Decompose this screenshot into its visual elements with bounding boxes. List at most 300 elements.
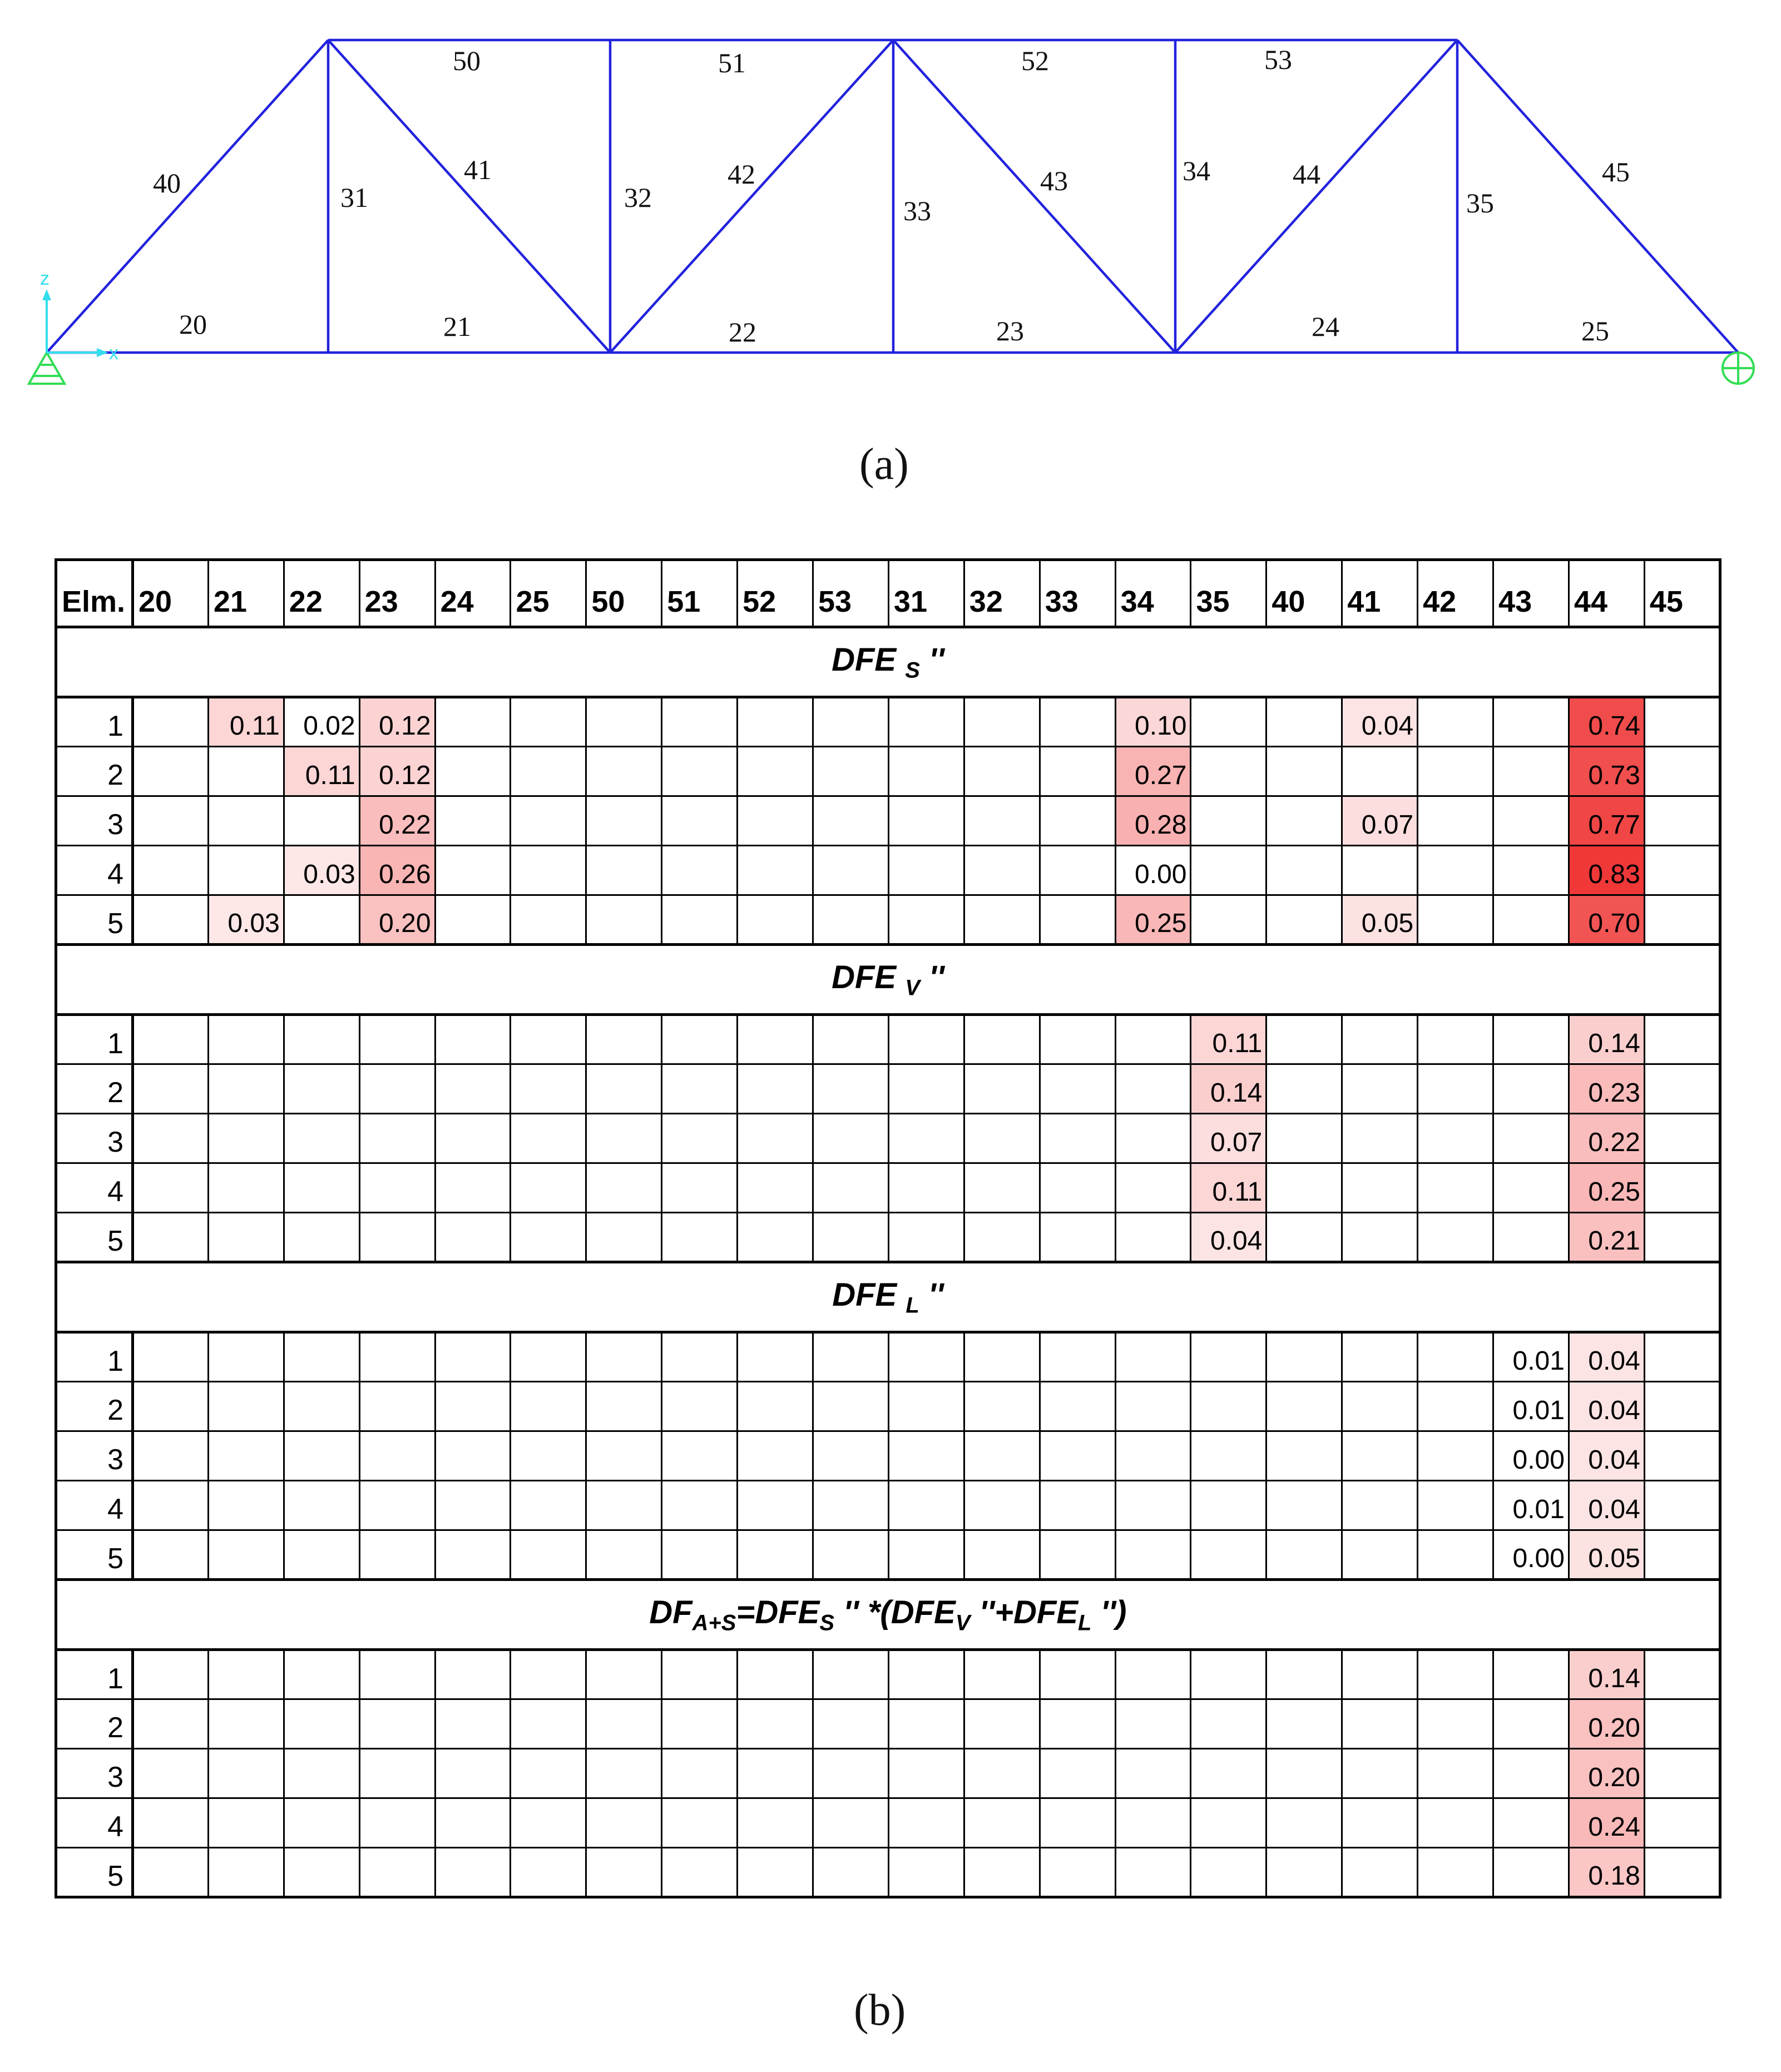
value-cell-35 (1191, 846, 1267, 895)
value-cell-21 (208, 1530, 284, 1580)
value-cell-20 (133, 1481, 209, 1530)
value-cell-32 (964, 1848, 1040, 1897)
value-cell-35 (1191, 1481, 1267, 1530)
value-cell-41 (1342, 1114, 1418, 1163)
label-51: 51 (718, 47, 746, 78)
label-32: 32 (624, 182, 652, 213)
value-cell-43 (1493, 796, 1569, 846)
value-cell-32 (964, 846, 1040, 895)
value-cell-42 (1418, 1114, 1493, 1163)
value-cell-41 (1342, 1481, 1418, 1530)
value-cell-51 (662, 747, 738, 796)
value-cell-21 (208, 796, 284, 846)
value-cell-23 (359, 1848, 435, 1897)
value-cell-22: 0.02 (284, 697, 359, 747)
row-label: 3 (56, 1114, 133, 1163)
formula-text: ''+DFE (970, 1594, 1079, 1630)
row-label: 5 (56, 1530, 133, 1580)
row-label: 4 (56, 1481, 133, 1530)
label-40: 40 (153, 167, 181, 199)
table-row (56, 1699, 1720, 1749)
value-cell-21 (208, 1481, 284, 1530)
value-cell-51 (662, 1015, 738, 1064)
value-cell-51 (662, 1530, 738, 1580)
table-row (56, 1481, 1720, 1530)
value-cell-43: 0.00 (1493, 1431, 1569, 1481)
member-40 (47, 40, 328, 353)
value-cell-40 (1267, 1848, 1342, 1897)
value-cell-22 (284, 1015, 359, 1064)
row-label: 2 (56, 1382, 133, 1431)
value-cell-35 (1191, 1530, 1267, 1580)
value-cell-31 (888, 1431, 964, 1481)
label-22: 22 (729, 316, 756, 348)
value-cell-35 (1191, 747, 1267, 796)
column-header-32: 32 (964, 560, 1040, 627)
value-cell-20 (133, 1431, 209, 1481)
pin-support-icon (29, 353, 65, 384)
value-cell-52 (738, 1332, 813, 1382)
section-title-text: DFE (832, 641, 897, 678)
value-cell-50 (586, 1699, 662, 1749)
label-35: 35 (1466, 187, 1494, 219)
value-cell-21 (208, 846, 284, 895)
value-cell-41 (1342, 846, 1418, 895)
value-cell-45 (1644, 1650, 1720, 1699)
column-header-44: 44 (1569, 560, 1644, 627)
value-cell-53 (813, 796, 889, 846)
value-cell-31 (888, 1213, 964, 1262)
value-cell-33 (1040, 1064, 1115, 1114)
label-53: 53 (1264, 44, 1292, 75)
column-header-41: 41 (1342, 560, 1418, 627)
value-cell-21: 0.11 (208, 697, 284, 747)
value-cell-44: 0.04 (1569, 1382, 1644, 1431)
value-cell-42 (1418, 1332, 1493, 1382)
value-cell-52 (738, 1382, 813, 1431)
value-cell-43: 0.01 (1493, 1382, 1569, 1431)
value-cell-22 (284, 1332, 359, 1382)
value-cell-41 (1342, 747, 1418, 796)
value-cell-25 (511, 895, 586, 945)
value-cell-32 (964, 747, 1040, 796)
value-cell-34: 0.27 (1115, 747, 1191, 796)
value-cell-25 (511, 796, 586, 846)
value-cell-32 (964, 1431, 1040, 1481)
value-cell-45 (1644, 697, 1720, 747)
value-cell-31 (888, 747, 964, 796)
value-cell-25 (511, 1114, 586, 1163)
value-cell-43 (1493, 846, 1569, 895)
value-cell-34 (1115, 1431, 1191, 1481)
value-cell-52 (738, 1848, 813, 1897)
value-cell-45 (1644, 1382, 1720, 1431)
value-cell-35 (1191, 1332, 1267, 1382)
value-cell-44: 0.74 (1569, 697, 1644, 747)
value-cell-44: 0.05 (1569, 1530, 1644, 1580)
value-cell-22 (284, 1114, 359, 1163)
value-cell-20 (133, 1213, 209, 1262)
table-row (56, 1163, 1720, 1213)
value-cell-33 (1040, 1431, 1115, 1481)
value-cell-23: 0.20 (359, 895, 435, 945)
section-title-subscript: S (905, 658, 920, 683)
value-cell-33 (1040, 1015, 1115, 1064)
value-cell-34 (1115, 1650, 1191, 1699)
value-cell-22 (284, 796, 359, 846)
column-header-31: 31 (888, 560, 964, 627)
value-cell-42 (1418, 895, 1493, 945)
value-cell-45 (1644, 1332, 1720, 1382)
value-cell-32 (964, 1650, 1040, 1699)
value-cell-43 (1493, 1114, 1569, 1163)
label-50: 50 (453, 45, 481, 76)
value-cell-53 (813, 1749, 889, 1798)
value-cell-42 (1418, 747, 1493, 796)
column-header-35: 35 (1191, 560, 1267, 627)
section-header-row (56, 945, 1720, 1015)
value-cell-25 (511, 1481, 586, 1530)
value-cell-35 (1191, 1798, 1267, 1848)
value-cell-23 (359, 1481, 435, 1530)
value-cell-43: 0.01 (1493, 1481, 1569, 1530)
formula-text: '' *(DFE (834, 1594, 956, 1630)
value-cell-45 (1644, 1530, 1720, 1580)
value-cell-41 (1342, 1015, 1418, 1064)
value-cell-25 (511, 1798, 586, 1848)
value-cell-45 (1644, 796, 1720, 846)
value-cell-42 (1418, 1431, 1493, 1481)
value-cell-21 (208, 1114, 284, 1163)
value-cell-40 (1267, 1798, 1342, 1848)
value-cell-20 (133, 1163, 209, 1213)
value-cell-45 (1644, 747, 1720, 796)
value-cell-53 (813, 1015, 889, 1064)
header-row (56, 560, 1720, 627)
value-cell-43 (1493, 1650, 1569, 1699)
row-label: 1 (56, 1332, 133, 1382)
value-cell-35: 0.07 (1191, 1114, 1267, 1163)
value-cell-24 (435, 747, 511, 796)
value-cell-53 (813, 1798, 889, 1848)
row-label: 5 (56, 1213, 133, 1262)
value-cell-31 (888, 796, 964, 846)
value-cell-53 (813, 697, 889, 747)
value-cell-33 (1040, 1699, 1115, 1749)
column-header-42: 42 (1418, 560, 1493, 627)
value-cell-44: 0.04 (1569, 1481, 1644, 1530)
value-cell-25 (511, 1213, 586, 1262)
label-43: 43 (1040, 165, 1068, 196)
value-cell-35 (1191, 895, 1267, 945)
value-cell-45 (1644, 1798, 1720, 1848)
value-cell-33 (1040, 1382, 1115, 1431)
value-cell-42 (1418, 1015, 1493, 1064)
label-23: 23 (996, 315, 1024, 346)
table-row (56, 796, 1720, 846)
value-cell-53 (813, 1848, 889, 1897)
value-cell-34: 0.10 (1115, 697, 1191, 747)
value-cell-22 (284, 1481, 359, 1530)
value-cell-31 (888, 1749, 964, 1798)
value-cell-35 (1191, 697, 1267, 747)
value-cell-44: 0.73 (1569, 747, 1644, 796)
value-cell-42 (1418, 1848, 1493, 1897)
value-cell-24 (435, 1332, 511, 1382)
value-cell-41: 0.04 (1342, 697, 1418, 747)
value-cell-32 (964, 1699, 1040, 1749)
row-label: 3 (56, 1749, 133, 1798)
value-cell-31 (888, 1332, 964, 1382)
value-cell-20 (133, 1015, 209, 1064)
row-label: 1 (56, 1650, 133, 1699)
section-title-subscript: L (906, 1293, 919, 1318)
column-header-21: 21 (208, 560, 284, 627)
column-header-53: 53 (813, 560, 889, 627)
value-cell-52 (738, 1530, 813, 1580)
value-cell-50 (586, 1064, 662, 1114)
table-row (56, 1015, 1720, 1064)
value-cell-43 (1493, 1213, 1569, 1262)
value-cell-40 (1267, 1163, 1342, 1213)
section-title-suffix: '' (919, 959, 944, 995)
value-cell-50 (586, 1530, 662, 1580)
table-row (56, 895, 1720, 945)
value-cell-25 (511, 697, 586, 747)
value-cell-33 (1040, 747, 1115, 796)
value-cell-41: 0.07 (1342, 796, 1418, 846)
axis-z-label: z (40, 268, 50, 289)
formula-subscript: L (1078, 1610, 1092, 1635)
value-cell-42 (1418, 1481, 1493, 1530)
value-cell-52 (738, 1163, 813, 1213)
value-cell-23 (359, 1699, 435, 1749)
value-cell-41 (1342, 1431, 1418, 1481)
value-cell-40 (1267, 1382, 1342, 1431)
column-header-23: 23 (359, 560, 435, 627)
value-cell-40 (1267, 1332, 1342, 1382)
table-row (56, 1650, 1720, 1699)
label-41: 41 (464, 154, 492, 185)
value-cell-33 (1040, 1481, 1115, 1530)
figure-a-caption: (a) (859, 440, 909, 489)
value-cell-41 (1342, 1064, 1418, 1114)
value-cell-32 (964, 1530, 1040, 1580)
value-cell-40 (1267, 1749, 1342, 1798)
value-cell-40 (1267, 1431, 1342, 1481)
value-cell-24 (435, 1650, 511, 1699)
label-21: 21 (443, 311, 471, 342)
value-cell-23 (359, 1163, 435, 1213)
value-cell-45 (1644, 846, 1720, 895)
column-header-34: 34 (1115, 560, 1191, 627)
value-cell-44: 0.20 (1569, 1749, 1644, 1798)
value-cell-42 (1418, 846, 1493, 895)
value-cell-53 (813, 1332, 889, 1382)
value-cell-43 (1493, 747, 1569, 796)
value-cell-20 (133, 1848, 209, 1897)
member-42 (610, 40, 893, 353)
value-cell-20 (133, 895, 209, 945)
value-cell-32 (964, 1332, 1040, 1382)
value-cell-42 (1418, 1798, 1493, 1848)
value-cell-32 (964, 1213, 1040, 1262)
value-cell-42 (1418, 1650, 1493, 1699)
value-cell-53 (813, 1064, 889, 1114)
value-cell-51 (662, 1064, 738, 1114)
value-cell-20 (133, 1749, 209, 1798)
table-row (56, 1382, 1720, 1431)
value-cell-25 (511, 1382, 586, 1431)
value-cell-43 (1493, 895, 1569, 945)
value-cell-35: 0.04 (1191, 1213, 1267, 1262)
value-cell-43 (1493, 1699, 1569, 1749)
column-header-24: 24 (435, 560, 511, 627)
value-cell-50 (586, 697, 662, 747)
value-cell-45 (1644, 1114, 1720, 1163)
table-row (56, 1064, 1720, 1114)
value-cell-20 (133, 1064, 209, 1114)
column-header-45: 45 (1644, 560, 1720, 627)
value-cell-52 (738, 796, 813, 846)
value-cell-53 (813, 895, 889, 945)
value-cell-34 (1115, 1163, 1191, 1213)
label-42: 42 (728, 158, 755, 190)
value-cell-51 (662, 1798, 738, 1848)
value-cell-20 (133, 747, 209, 796)
value-cell-40 (1267, 895, 1342, 945)
value-cell-33 (1040, 1848, 1115, 1897)
label-34: 34 (1183, 155, 1210, 186)
value-cell-52 (738, 747, 813, 796)
value-cell-20 (133, 846, 209, 895)
value-cell-35: 0.14 (1191, 1064, 1267, 1114)
value-cell-51 (662, 1431, 738, 1481)
value-cell-51 (662, 1213, 738, 1262)
row-label: 2 (56, 1699, 133, 1749)
value-cell-41 (1342, 1848, 1418, 1897)
value-cell-44: 0.24 (1569, 1798, 1644, 1848)
value-cell-32 (964, 1749, 1040, 1798)
value-cell-22 (284, 1749, 359, 1798)
value-cell-35 (1191, 1650, 1267, 1699)
value-cell-23: 0.12 (359, 697, 435, 747)
value-cell-50 (586, 846, 662, 895)
value-cell-51 (662, 1382, 738, 1431)
value-cell-31 (888, 1699, 964, 1749)
row-label: 5 (56, 895, 133, 945)
value-cell-32 (964, 895, 1040, 945)
formula-subscript: V (955, 1610, 971, 1635)
value-cell-42 (1418, 796, 1493, 846)
value-cell-20 (133, 1382, 209, 1431)
value-cell-50 (586, 1163, 662, 1213)
value-cell-52 (738, 697, 813, 747)
value-cell-25 (511, 1699, 586, 1749)
value-cell-24 (435, 1064, 511, 1114)
column-header-33: 33 (1040, 560, 1115, 627)
axis-x-label: x (109, 343, 118, 364)
value-cell-42 (1418, 1064, 1493, 1114)
value-cell-24 (435, 1213, 511, 1262)
member-labels (153, 44, 1630, 348)
value-cell-21 (208, 1749, 284, 1798)
label-25: 25 (1581, 315, 1609, 346)
table-row (56, 1213, 1720, 1262)
value-cell-50 (586, 1382, 662, 1431)
value-cell-45 (1644, 1749, 1720, 1798)
value-cell-50 (586, 1650, 662, 1699)
value-cell-53 (813, 846, 889, 895)
value-cell-21: 0.03 (208, 895, 284, 945)
value-cell-44: 0.21 (1569, 1213, 1644, 1262)
value-cell-24 (435, 697, 511, 747)
value-cell-50 (586, 1848, 662, 1897)
value-cell-41 (1342, 1163, 1418, 1213)
damage-factor-table (55, 558, 1721, 1898)
value-cell-23 (359, 1749, 435, 1798)
value-cell-33 (1040, 1798, 1115, 1848)
value-cell-43 (1493, 1848, 1569, 1897)
value-cell-21 (208, 747, 284, 796)
value-cell-42 (1418, 1699, 1493, 1749)
value-cell-43 (1493, 697, 1569, 747)
value-cell-20 (133, 1798, 209, 1848)
value-cell-45 (1644, 1015, 1720, 1064)
value-cell-21 (208, 1431, 284, 1481)
value-cell-31 (888, 1530, 964, 1580)
value-cell-31 (888, 1382, 964, 1431)
value-cell-20 (133, 1114, 209, 1163)
value-cell-34: 0.00 (1115, 846, 1191, 895)
value-cell-43 (1493, 1015, 1569, 1064)
row-label: 3 (56, 1431, 133, 1481)
value-cell-31 (888, 697, 964, 747)
value-cell-32 (964, 796, 1040, 846)
label-44: 44 (1293, 158, 1320, 190)
value-cell-22 (284, 1798, 359, 1848)
section-header-row (56, 1580, 1720, 1650)
value-cell-40 (1267, 747, 1342, 796)
value-cell-23 (359, 1650, 435, 1699)
value-cell-52 (738, 1798, 813, 1848)
value-cell-50 (586, 1213, 662, 1262)
value-cell-24 (435, 1382, 511, 1431)
value-cell-53 (813, 1650, 889, 1699)
table-row (56, 1848, 1720, 1897)
value-cell-40 (1267, 1699, 1342, 1749)
value-cell-25 (511, 1064, 586, 1114)
value-cell-51 (662, 1699, 738, 1749)
value-cell-43 (1493, 1749, 1569, 1798)
value-cell-51 (662, 697, 738, 747)
value-cell-35 (1191, 1848, 1267, 1897)
value-cell-45 (1644, 895, 1720, 945)
value-cell-34 (1115, 1114, 1191, 1163)
value-cell-42 (1418, 1213, 1493, 1262)
value-cell-52 (738, 1650, 813, 1699)
value-cell-53 (813, 1114, 889, 1163)
value-cell-52 (738, 1699, 813, 1749)
value-cell-44: 0.25 (1569, 1163, 1644, 1213)
label-33: 33 (903, 195, 931, 226)
row-label: 5 (56, 1848, 133, 1897)
value-cell-53 (813, 1481, 889, 1530)
row-label: 4 (56, 1163, 133, 1213)
member-45 (1457, 40, 1738, 353)
value-cell-53 (813, 1163, 889, 1213)
value-cell-44: 0.18 (1569, 1848, 1644, 1897)
